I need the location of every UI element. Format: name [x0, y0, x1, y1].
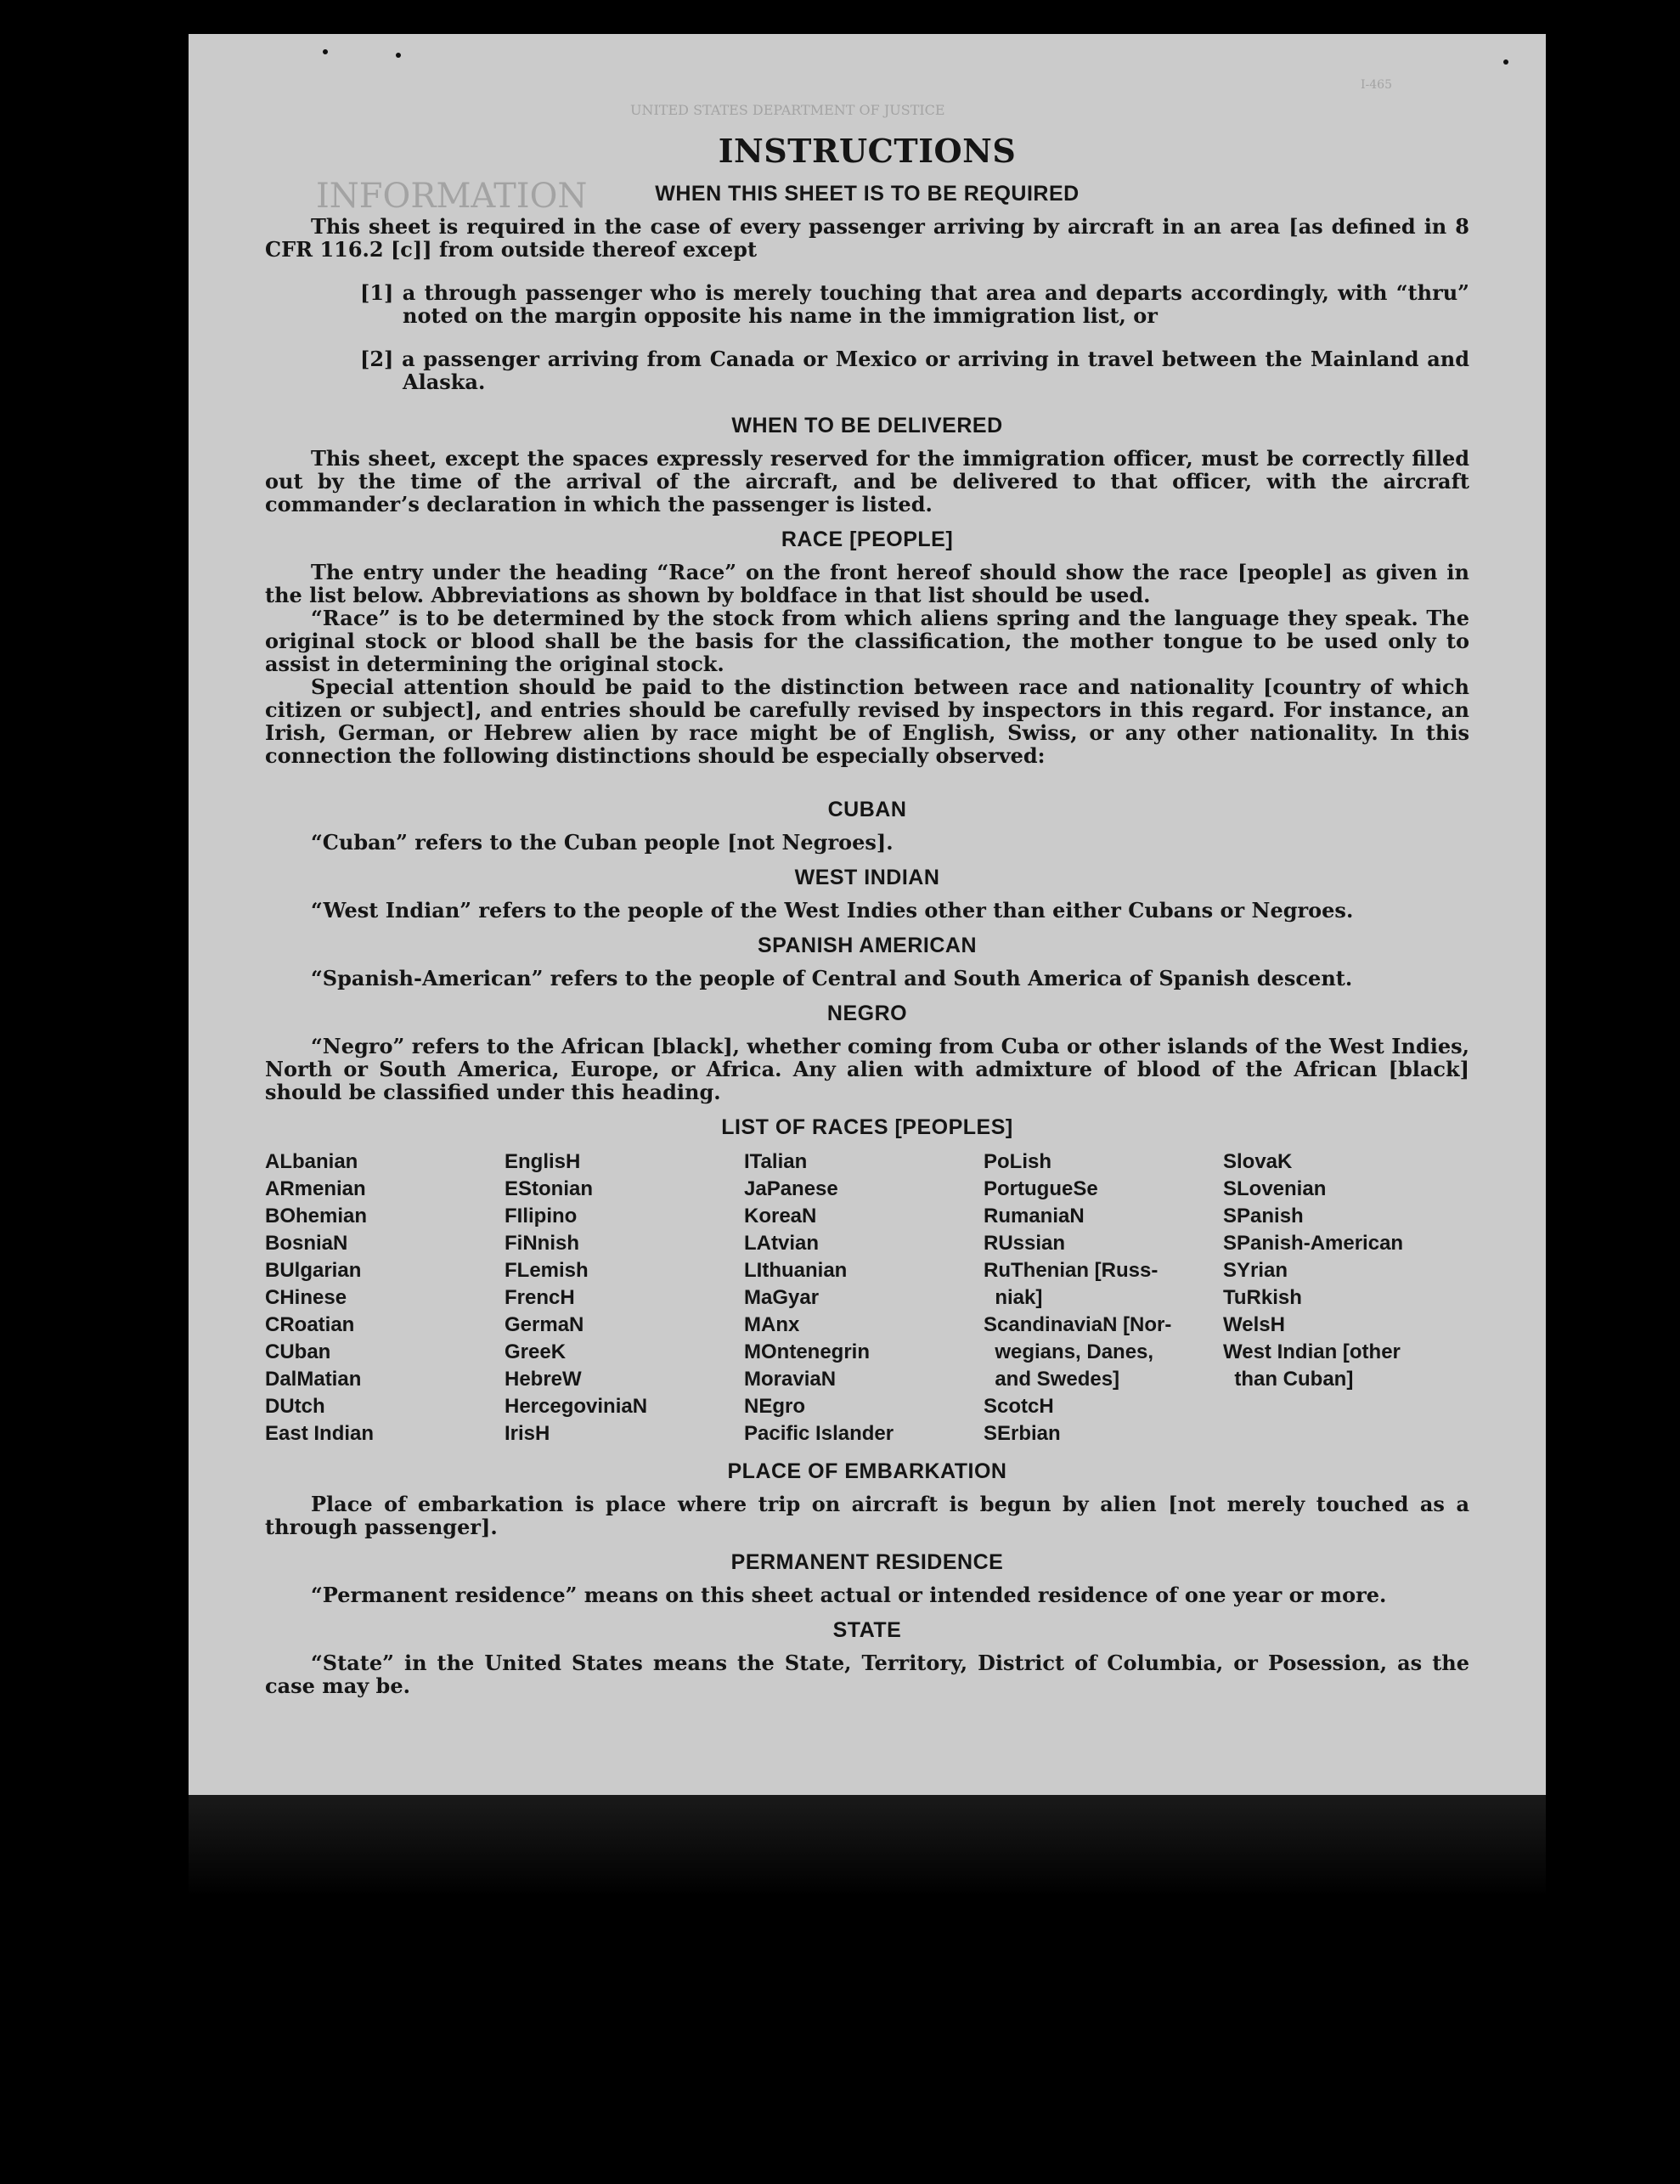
race-item: SlovaK	[1223, 1150, 1293, 1173]
heading-when-delivered: WHEN TO BE DELIVERED	[731, 414, 1003, 437]
spanish-american-text: “Spanish-American” refers to the people of Central and South America of Spanish descent.	[311, 966, 1353, 990]
race-item: ScotcH	[984, 1395, 1054, 1418]
delivered-text: This sheet, except the spaces expressly reserved for the immigration officer, must be correctly filled out by the time of the arrival of the aircraft, and be delivered to that officer, with the aircraft commander’s declaration in which the passenger is listed.	[265, 446, 1469, 516]
exception-item-1: [1] a through passenger who is merely touching that area and departs accordingly, with “thru” noted on the margin opposite his name in the immigration list, or	[360, 280, 1469, 328]
race-item: GreeK	[505, 1340, 567, 1363]
race-item: BUlgarian	[265, 1259, 362, 1282]
race-item: SErbian	[984, 1422, 1061, 1445]
heading-embarkation: PLACE OF EMBARKATION	[727, 1459, 1007, 1483]
embarkation-text: Place of embarkation is place where trip on aircraft is begun by alien [not merely touched as a through passenger].	[265, 1492, 1469, 1539]
race-item: MaGyar	[744, 1286, 820, 1309]
race-item: FrencH	[505, 1286, 575, 1309]
race-item: than Cuban]	[1223, 1368, 1354, 1391]
race-item: SLovenian	[1223, 1177, 1327, 1200]
race-paragraph-2: “Race” is to be determined by the stock from which aliens spring and the language they speak. The original stock or blood shall be the basis for the classification, the mother tongue to be used only to assist in determining the original stock.	[265, 606, 1469, 676]
race-item: East Indian	[265, 1422, 375, 1445]
race-item: SPanish	[1223, 1205, 1304, 1227]
bleed-form-title: INFORMATION	[316, 177, 588, 216]
scan-shadow	[189, 1795, 1546, 1897]
bleed-form-number: I-465	[1361, 78, 1392, 92]
race-item: CRoatian	[265, 1313, 355, 1336]
document-sheet	[189, 34, 1546, 1795]
heading-negro: NEGRO	[826, 1002, 908, 1025]
race-item: CHinese	[265, 1286, 347, 1309]
race-item: PortugueSe	[984, 1177, 1098, 1200]
race-item: BosniaN	[265, 1232, 348, 1255]
race-item: KoreaN	[744, 1205, 817, 1227]
races-column-2	[505, 1148, 744, 1448]
race-item: FiNnish	[505, 1232, 579, 1255]
race-item: GermaN	[505, 1313, 584, 1336]
race-item: wegians, Danes,	[984, 1340, 1154, 1363]
heading-list-of-races: LIST OF RACES [PEOPLES]	[721, 1115, 1013, 1139]
race-item: FIlipino	[505, 1205, 578, 1227]
race-item: RumaniaN	[984, 1205, 1085, 1227]
race-item: LIthuanian	[744, 1259, 848, 1282]
heading-spanish-american: SPANISH AMERICAN	[757, 934, 977, 957]
race-item: West Indian [other	[1223, 1340, 1401, 1363]
page-title: INSTRUCTIONS	[718, 132, 1017, 170]
race-item: ARmenian	[265, 1177, 366, 1200]
state-text: “State” in the United States means the State, Territory, District of Columbia, or Posession, as the case may be.	[265, 1651, 1469, 1698]
race-item: HercegoviniaN	[505, 1395, 648, 1418]
race-item: MAnx	[744, 1313, 800, 1336]
race-item: EnglisH	[505, 1150, 581, 1173]
race-item: TuRkish	[1223, 1286, 1302, 1309]
races-column-3	[744, 1148, 984, 1448]
race-item: RUssian	[984, 1232, 1066, 1255]
race-item: NEgro	[744, 1395, 805, 1418]
race-item: IrisH	[505, 1422, 550, 1445]
race-item: ALbanian	[265, 1150, 358, 1173]
cuban-text: “Cuban” refers to the Cuban people [not Negroes].	[311, 830, 894, 855]
race-item: FLemish	[505, 1259, 589, 1282]
speck-2	[396, 53, 401, 58]
heading-west-indian: WEST INDIAN	[794, 866, 940, 889]
race-paragraph-1: The entry under the heading “Race” on the front hereof should show the race [people] as given in the list below. Abbreviations as shown by boldface in that list should be used.	[265, 560, 1469, 607]
heading-race: RACE [PEOPLE]	[781, 528, 954, 551]
race-item: ITalian	[744, 1150, 808, 1173]
required-text: This sheet is required in the case of every passenger arriving by aircraft in an area [as defined in 8 CFR 116.2 [c]] from outside thereof except	[265, 214, 1469, 262]
races-column-5	[1223, 1148, 1463, 1448]
race-item: DalMatian	[265, 1368, 362, 1391]
race-item: CUban	[265, 1340, 331, 1363]
race-item: LAtvian	[744, 1232, 820, 1255]
west-indian-text: “West Indian” refers to the people of the West Indies other than either Cubans or Negroes.	[311, 898, 1354, 923]
race-paragraph-3: Special attention should be paid to the distinction between race and nationality [country of which citizen or subject], and entries should be carefully revised by inspectors in this regard. For instance, an Irish, German, or Hebrew alien by race might be of English, Swiss, or any other nationality. In this connection the following distinctions should be especially observed:	[265, 674, 1469, 768]
race-item: PoLish	[984, 1150, 1052, 1173]
heading-permanent-residence: PERMANENT RESIDENCE	[730, 1550, 1004, 1574]
race-item: SPanish-American	[1223, 1232, 1404, 1255]
heading-state: STATE	[832, 1618, 902, 1642]
bleed-agency: UNITED STATES DEPARTMENT OF JUSTICE	[630, 102, 945, 118]
instructions-content	[265, 132, 1469, 1697]
race-item: MOntenegrin	[744, 1340, 870, 1363]
negro-text: “Negro” refers to the African [black], whether coming from Cuba or other islands of the West Indies, North or South America, Europe, or Africa. Any alien with admixture of blood of the African [black] should be classified under this heading.	[265, 1034, 1469, 1104]
exception-item-2: [2] a passenger arriving from Canada or Mexico or arriving in travel between the Mainland and Alaska.	[360, 347, 1469, 394]
residence-text: “Permanent residence” means on this sheet actual or intended residence of one year or more.	[311, 1583, 1387, 1607]
race-item: DUtch	[265, 1395, 325, 1418]
race-item: EStonian	[505, 1177, 594, 1200]
races-list	[265, 1148, 1469, 1448]
speck-3	[1503, 59, 1508, 65]
race-item: SYrian	[1223, 1259, 1288, 1282]
heading-cuban: CUBAN	[827, 798, 907, 821]
race-item: ScandinaviaN [Nor-	[984, 1313, 1172, 1336]
speck-1	[323, 49, 328, 54]
race-item: HebreW	[505, 1368, 582, 1391]
race-item: RuThenian [Russ-	[984, 1259, 1159, 1282]
races-column-1	[265, 1148, 505, 1448]
race-item: JaPanese	[744, 1177, 838, 1200]
race-item: BOhemian	[265, 1205, 368, 1227]
races-column-4	[984, 1148, 1223, 1448]
race-item: WelsH	[1223, 1313, 1285, 1336]
heading-when-required: WHEN THIS SHEET IS TO BE REQUIRED	[655, 182, 1080, 206]
race-item: MoraviaN	[744, 1368, 837, 1391]
race-item: Pacific Islander	[744, 1422, 894, 1445]
race-item: and Swedes]	[984, 1368, 1120, 1391]
race-item: niak]	[984, 1286, 1043, 1309]
